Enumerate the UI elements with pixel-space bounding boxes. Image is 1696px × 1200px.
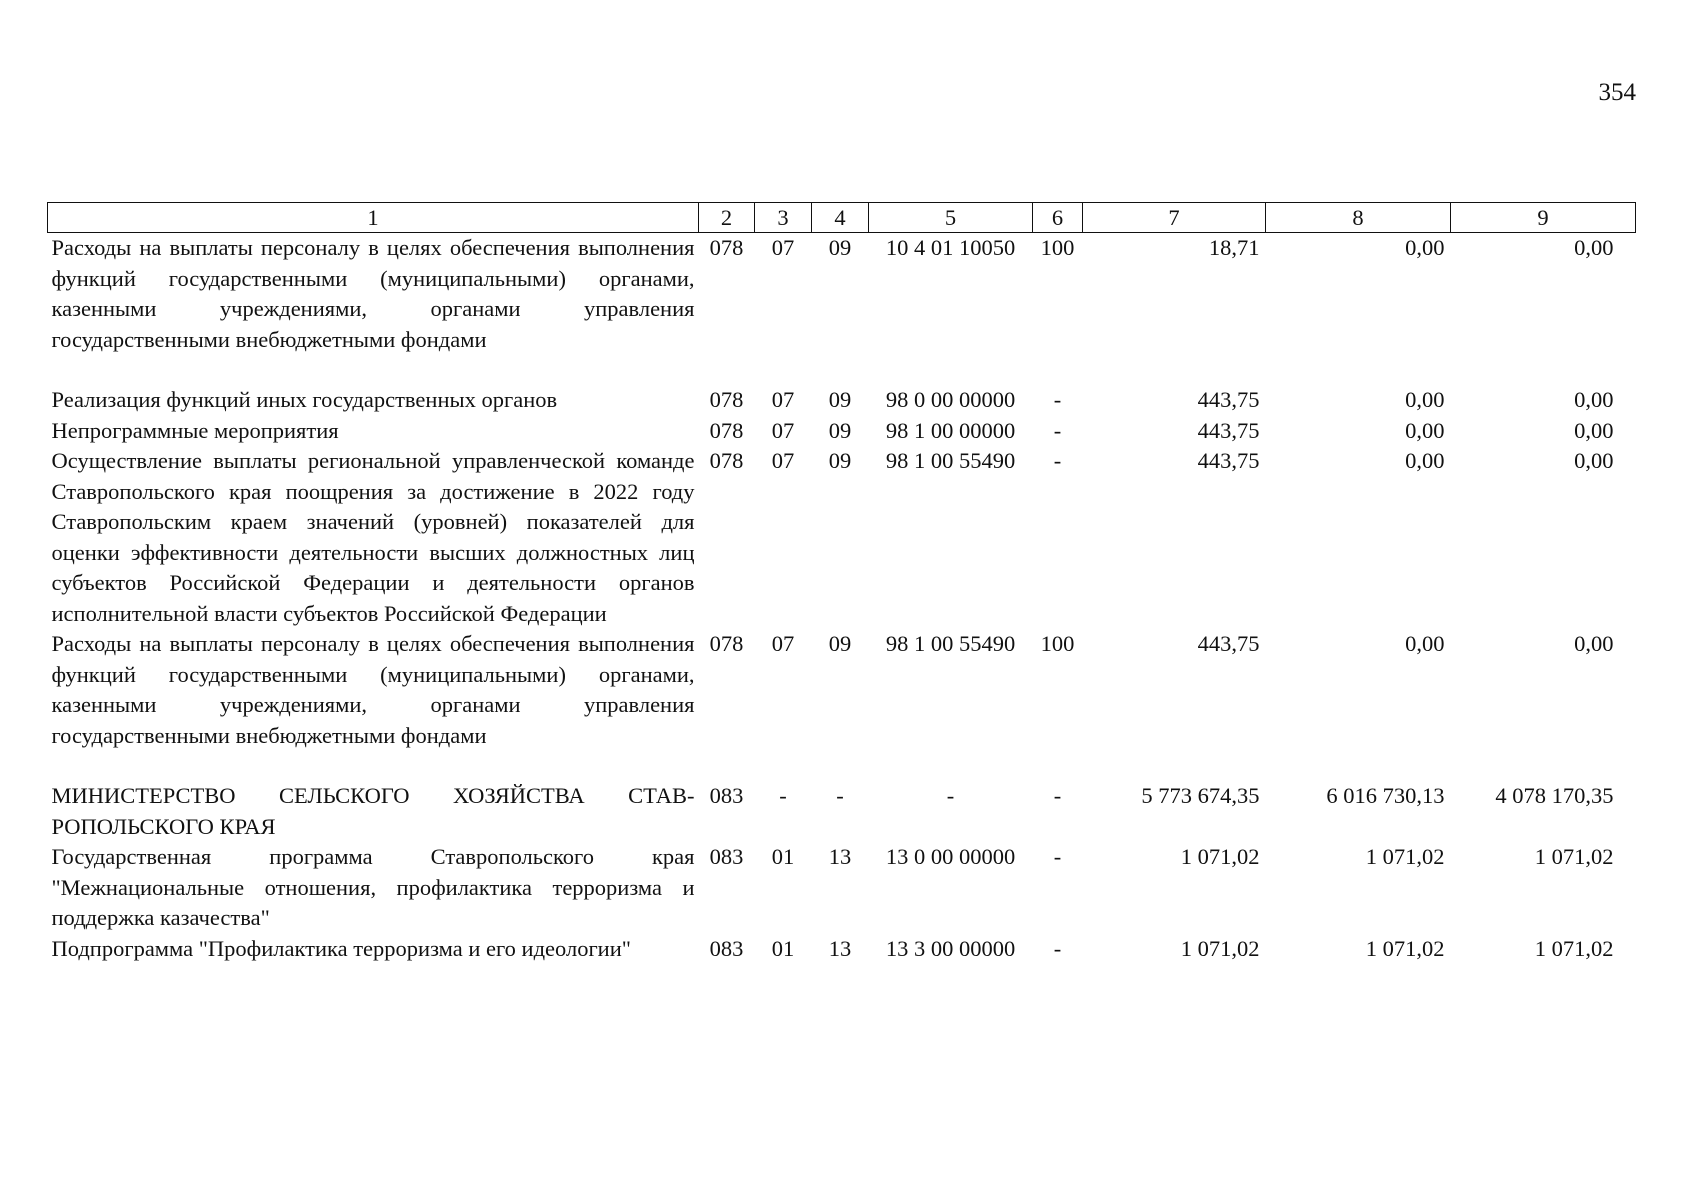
column-header: 1 xyxy=(48,203,699,233)
row-code: - xyxy=(1053,417,1062,443)
table-row xyxy=(48,446,1636,629)
row-code: 078 xyxy=(709,631,744,656)
row-code: 078 xyxy=(709,448,744,473)
table-row xyxy=(48,629,1636,781)
column-header: 3 xyxy=(755,203,812,233)
row-code: - xyxy=(1053,448,1062,473)
row-amount: 0,00 xyxy=(1405,631,1445,656)
row-amount: 1 071,02 xyxy=(1534,935,1614,961)
column-number-header-row xyxy=(48,203,1636,233)
row-code: - xyxy=(1053,935,1062,961)
row-code: 98 1 00 55490 xyxy=(885,631,1016,656)
row-code: 13 xyxy=(828,935,852,961)
row-amount: 1 071,02 xyxy=(1180,844,1260,869)
table-row xyxy=(48,416,1636,447)
row-amount: 443,75 xyxy=(1197,417,1260,443)
row-code: 13 0 00 00000 xyxy=(885,844,1016,869)
row-code: - xyxy=(1053,387,1062,412)
row-code: 98 0 00 00000 xyxy=(885,387,1016,412)
row-code: 13 xyxy=(828,844,852,869)
column-header: 9 xyxy=(1451,203,1636,233)
table-row xyxy=(48,781,1636,842)
row-amount: 18,71 xyxy=(1208,235,1260,260)
row-amount: 0,00 xyxy=(1574,387,1614,412)
row-code: 083 xyxy=(709,935,744,961)
row-code: 01 xyxy=(771,935,795,961)
row-amount: 1 071,02 xyxy=(1365,844,1445,869)
row-amount: 443,75 xyxy=(1197,448,1260,473)
row-code: 07 xyxy=(771,387,795,412)
row-code: 07 xyxy=(771,417,795,443)
row-name: Государственная программа Ставропольского края "Межнациональные отношения, профилактика терроризма и поддержка казачества" xyxy=(51,844,695,930)
row-code: 10 4 01 10050 xyxy=(885,235,1016,260)
row-amount: 4 078 170,35 xyxy=(1495,783,1614,808)
row-amount: 1 071,02 xyxy=(1534,844,1614,869)
row-code: 09 xyxy=(828,235,852,260)
row-code: 07 xyxy=(771,448,795,473)
column-header: 6 xyxy=(1033,203,1083,233)
row-code: - xyxy=(836,783,844,808)
column-header: 8 xyxy=(1266,203,1451,233)
row-code: 078 xyxy=(709,387,744,412)
row-code: - xyxy=(1053,783,1062,808)
row-code: 083 xyxy=(709,844,744,869)
row-name: Расходы на выплаты персоналу в целях обеспечения выполнения функций государственными (муниципальными) органами, казенными учреждениями, органами управления государственными внебюджетными фондами xyxy=(51,631,695,748)
row-code: 98 1 00 55490 xyxy=(885,448,1016,473)
row-amount: 0,00 xyxy=(1574,417,1614,443)
row-amount: 6 016 730,13 xyxy=(1326,783,1445,808)
row-amount: 0,00 xyxy=(1405,235,1445,260)
column-header: 5 xyxy=(869,203,1033,233)
row-code: 13 3 00 00000 xyxy=(885,935,1016,961)
row-code: - xyxy=(946,783,955,808)
row-code: 07 xyxy=(771,235,795,260)
page-number: 354 xyxy=(1598,79,1636,106)
row-code: 98 1 00 00000 xyxy=(885,417,1016,443)
table-row xyxy=(48,934,1636,965)
table-row xyxy=(48,385,1636,416)
row-amount: 0,00 xyxy=(1405,448,1445,473)
row-code: 07 xyxy=(771,631,795,656)
row-amount: 443,75 xyxy=(1197,631,1260,656)
row-code: 078 xyxy=(709,417,744,443)
row-amount: 5 773 674,35 xyxy=(1141,783,1260,808)
column-header: 7 xyxy=(1083,203,1266,233)
row-name: Непрограммные мероприятия xyxy=(51,417,339,443)
row-amount: 0,00 xyxy=(1405,387,1445,412)
row-code: - xyxy=(1053,844,1062,869)
row-amount: 443,75 xyxy=(1197,387,1260,412)
row-code: 078 xyxy=(709,235,744,260)
table-row xyxy=(48,233,1636,386)
column-header: 2 xyxy=(699,203,755,233)
budget-table xyxy=(47,202,1636,964)
row-name: Осуществление выплаты региональной управленческой команде Ставропольского края поощрения за достижение в 2022 году Ставропольским краем значений (уровней) показателей для оценки эффективности деятельности высших должностных лиц субъектов Российской Федерации и деятельности органов исполнительной власти субъектов Российской Федерации xyxy=(51,448,695,626)
row-amount: 0,00 xyxy=(1574,631,1614,656)
row-code: 09 xyxy=(828,631,852,656)
row-amount: 0,00 xyxy=(1574,235,1614,260)
row-name: Подпрограмма "Профилактика терроризма и его идеологии" xyxy=(51,935,631,961)
row-amount: 0,00 xyxy=(1574,448,1614,473)
row-code: 100 xyxy=(1040,631,1075,656)
row-name: Реализация функций иных государственных органов xyxy=(51,387,558,412)
column-header: 4 xyxy=(812,203,869,233)
row-code: - xyxy=(779,783,787,808)
row-code: 09 xyxy=(828,417,852,443)
row-code: 09 xyxy=(828,387,852,412)
row-amount: 1 071,02 xyxy=(1365,935,1445,961)
row-code: 100 xyxy=(1040,235,1075,260)
row-code: 083 xyxy=(709,783,744,808)
row-amount: 1 071,02 xyxy=(1180,935,1260,961)
row-code: 09 xyxy=(828,448,852,473)
table-row xyxy=(48,842,1636,934)
row-name: Расходы на выплаты персоналу в целях обеспечения выполнения функций государственными (муниципальными) органами, казенными учреждениями, органами управления государственными внебюджетными фондами xyxy=(51,235,695,352)
row-amount: 0,00 xyxy=(1405,417,1445,443)
row-name: МИНИСТЕРСТВО СЕЛЬСКОГО ХОЗЯЙСТВА СТАВ-РОПОЛЬСКОГО КРАЯ xyxy=(51,783,695,839)
row-code: 01 xyxy=(771,844,795,869)
